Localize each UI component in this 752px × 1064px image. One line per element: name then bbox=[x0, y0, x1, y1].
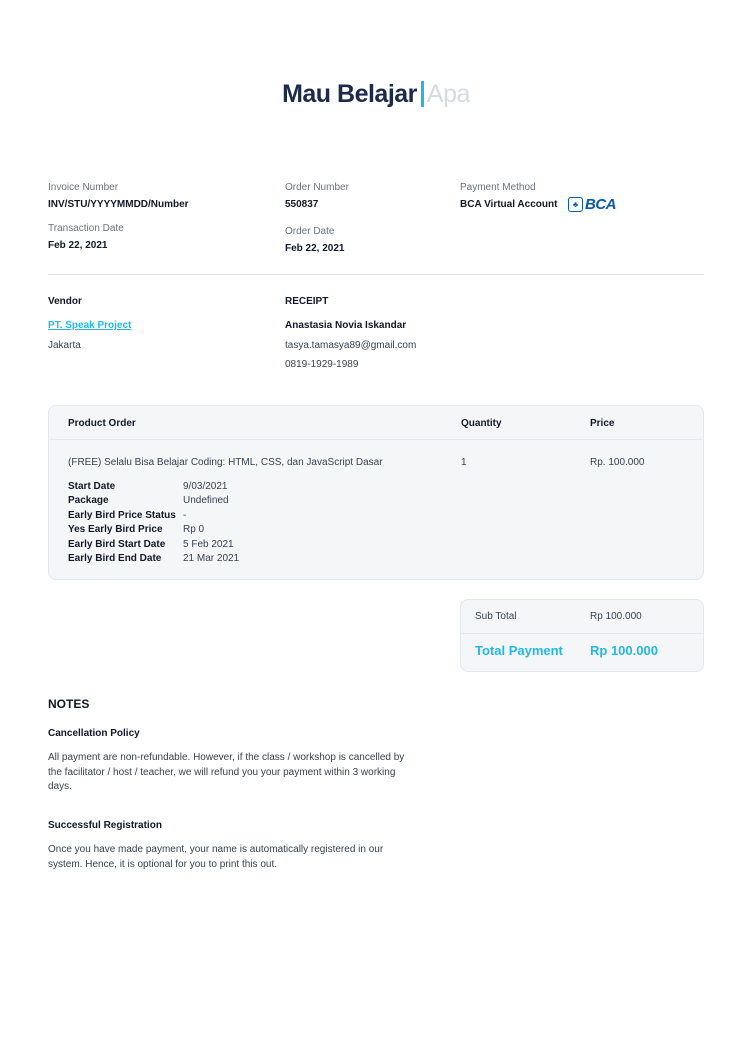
order-number-label: Order Number bbox=[285, 182, 349, 193]
transaction-date: Feb 22, 2021 bbox=[48, 240, 108, 251]
successful-registration-text: Once you have made payment, your name is automatically registered in our system. Hence, it is optional for you to print this out. bbox=[48, 844, 384, 870]
price-header: Price bbox=[590, 418, 615, 429]
brand-name-primary: Mau Belajar bbox=[282, 80, 417, 108]
payment-method-label: Payment Method bbox=[460, 182, 536, 193]
detail-label: Package bbox=[68, 495, 109, 506]
receipt-name: Anastasia Novia Iskandar bbox=[285, 320, 407, 331]
total-payment-label: Total Payment bbox=[475, 643, 563, 658]
cancellation-policy-title: Cancellation Policy bbox=[48, 728, 140, 739]
detail-label: Start Date bbox=[68, 481, 116, 492]
product-order-header: Product Order bbox=[68, 418, 136, 429]
totals-box bbox=[460, 599, 704, 672]
subtotal-label: Sub Total bbox=[475, 611, 517, 622]
detail-value: 9/03/2021 bbox=[183, 481, 228, 492]
payment-method: BCA Virtual Account bbox=[460, 199, 558, 210]
product-quantity: 1 bbox=[461, 457, 467, 468]
totals-divider bbox=[461, 633, 703, 634]
product-name: (FREE) Selalu Bisa Belajar Coding: HTML, CSS, dan JavaScript Dasar bbox=[68, 457, 383, 468]
successful-registration-title: Successful Registration bbox=[48, 820, 162, 831]
detail-value: - bbox=[183, 510, 187, 521]
detail-value: 5 Feb 2021 bbox=[183, 539, 234, 550]
detail-value: Undefined bbox=[183, 495, 229, 506]
order-date-label: Order Date bbox=[285, 226, 335, 237]
bca-logo bbox=[568, 196, 616, 213]
detail-label: Early Bird Start Date bbox=[68, 539, 166, 550]
brand-divider bbox=[421, 81, 424, 107]
detail-value: Rp 0 bbox=[183, 524, 205, 535]
total-payment-value: Rp 100.000 bbox=[590, 643, 658, 658]
order-date: Feb 22, 2021 bbox=[285, 243, 345, 254]
detail-label: Yes Early Bird Price bbox=[68, 524, 163, 535]
receipt-label: RECEIPT bbox=[285, 296, 329, 307]
bca-bank-icon: ♣ bbox=[568, 197, 583, 212]
transaction-date-label: Transaction Date bbox=[48, 223, 124, 234]
cancellation-policy-text: All payment are non-refundable. However, if the class / workshop is cancelled by the facilitator / host / teacher, we will refund you your payment within 3 working days. bbox=[48, 752, 405, 792]
detail-value: 21 Mar 2021 bbox=[183, 553, 240, 564]
bca-logo-text: BCA bbox=[585, 196, 616, 213]
receipt-email: tasya.tamasya89@gmail.com bbox=[285, 340, 417, 351]
vendor-label: Vendor bbox=[48, 296, 82, 307]
brand-logo bbox=[0, 80, 752, 109]
invoice-number: INV/STU/YYYYMMDD/Number bbox=[48, 199, 189, 210]
vendor-name-link[interactable]: PT. Speak Project bbox=[48, 320, 132, 331]
product-price: Rp. 100.000 bbox=[590, 457, 645, 468]
order-table bbox=[48, 405, 704, 580]
detail-label: Early Bird Price Status bbox=[68, 510, 176, 521]
order-number: 550837 bbox=[285, 199, 319, 210]
detail-label: Early Bird End Date bbox=[68, 553, 162, 564]
section-divider bbox=[48, 274, 704, 275]
invoice-number-label: Invoice Number bbox=[48, 182, 119, 193]
table-header-divider bbox=[49, 439, 703, 440]
receipt-phone: 0819-1929-1989 bbox=[285, 359, 359, 370]
quantity-header: Quantity bbox=[461, 418, 502, 429]
vendor-city: Jakarta bbox=[48, 340, 81, 351]
brand-name-secondary: Apa bbox=[426, 80, 470, 108]
notes-title: NOTES bbox=[48, 697, 90, 711]
subtotal-value: Rp 100.000 bbox=[590, 611, 642, 622]
